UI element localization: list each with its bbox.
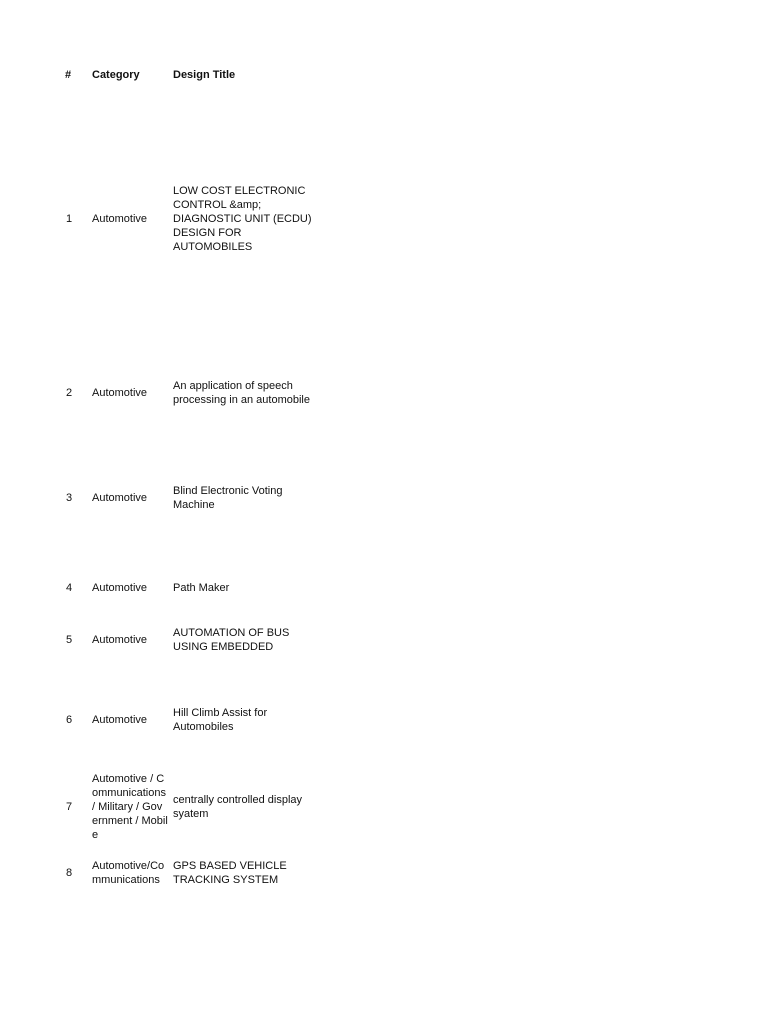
row-3-number: 3 (66, 492, 73, 504)
row-5-title: AUTOMATION OF BUS USING EMBEDDED (173, 627, 290, 653)
row-7-number: 7 (66, 801, 73, 813)
row-7-title: centrally controlled display syatem (173, 794, 303, 820)
row-8-number: 8 (66, 867, 73, 879)
row-4-title: Path Maker (173, 582, 230, 594)
row-7-category: Automotive / Communications / Military / Government / Mobile (92, 773, 168, 841)
row-8-title: GPS BASED VEHICLE TRACKING SYSTEM (173, 860, 287, 886)
row-3-category: Automotive (92, 492, 148, 504)
row-1-title: LOW COST ELECTRONIC CONTROL &amp; DIAGNOSTIC UNIT (ECDU) DESIGN FOR AUTOMOBILES (173, 185, 312, 253)
row-2-category: Automotive (92, 387, 148, 399)
row-4-number: 4 (66, 582, 73, 594)
row-4-category: Automotive (92, 582, 148, 594)
row-1-category: Automotive (92, 213, 148, 225)
row-8-category: Automotive/Communications (92, 860, 165, 886)
row-2-title: An application of speech processing in an automobile (173, 380, 310, 406)
row-6-category: Automotive (92, 714, 148, 726)
row-3-title: Blind Electronic Voting Machine (173, 485, 283, 511)
row-6-title: Hill Climb Assist for Automobiles (173, 707, 268, 733)
row-6-number: 6 (66, 714, 73, 726)
header-number: # (65, 69, 72, 81)
row-5-number: 5 (66, 634, 73, 646)
row-2-number: 2 (66, 387, 73, 399)
row-5-category: Automotive (92, 634, 148, 646)
header-category: Category (92, 69, 140, 81)
header-design-title: Design Title (173, 69, 236, 81)
row-1-number: 1 (66, 213, 73, 225)
